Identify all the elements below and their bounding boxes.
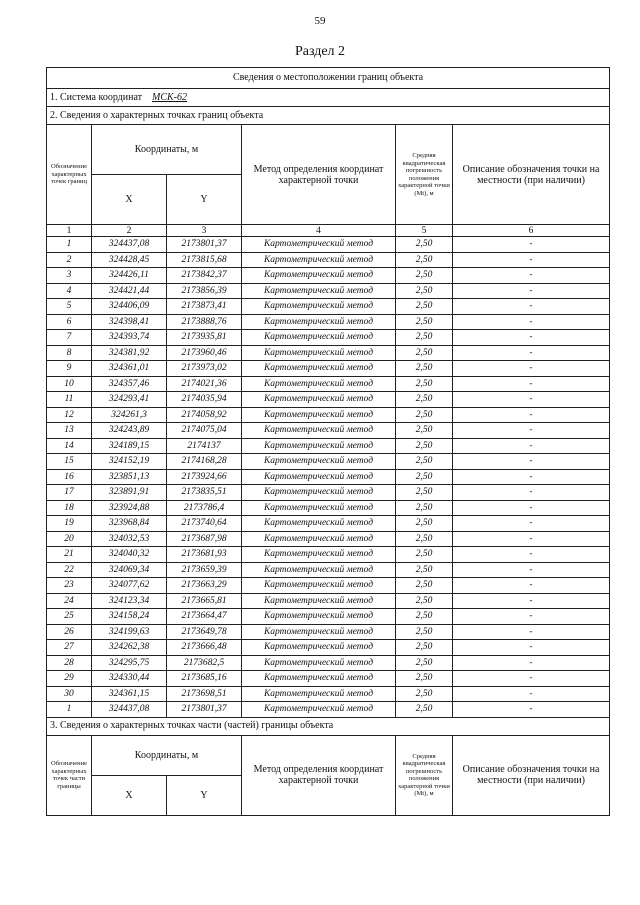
error-cell: 2,50: [396, 609, 453, 625]
method-cell: Картометрический метод: [242, 252, 396, 268]
method-cell: Картометрический метод: [242, 624, 396, 640]
y-coordinate-cell: 2173973,02: [167, 361, 242, 377]
x-coordinate-cell: 324426,11: [92, 268, 167, 284]
description-cell: -: [453, 376, 610, 392]
description-cell: -: [453, 516, 610, 532]
column-number: 5: [396, 225, 453, 237]
x-coordinate-cell: 323968,84: [92, 516, 167, 532]
table-row: [47, 438, 610, 454]
table-row: [47, 702, 610, 718]
point-number-cell: 3: [47, 268, 92, 284]
error-cell: 2,50: [396, 392, 453, 408]
point-number-cell: 30: [47, 686, 92, 702]
table-row: [47, 640, 610, 656]
table-row: [47, 345, 610, 361]
method-cell: Картометрический метод: [242, 423, 396, 439]
header-coordinates: Координаты, м: [92, 125, 242, 175]
description-cell: -: [453, 299, 610, 315]
x-coordinate-cell: 323891,91: [92, 485, 167, 501]
table-row: [47, 314, 610, 330]
description-cell: -: [453, 609, 610, 625]
point-number-cell: 25: [47, 609, 92, 625]
y-coordinate-cell: 2173659,39: [167, 562, 242, 578]
y-coordinate-cell: 2174168,28: [167, 454, 242, 470]
column-numbers-row: [47, 225, 610, 237]
x-coordinate-cell: 324077,62: [92, 578, 167, 594]
table-row: [47, 547, 610, 563]
description-cell: -: [453, 624, 610, 640]
x-coordinate-cell: 324406,09: [92, 299, 167, 315]
x-coordinate-cell: 324040,32: [92, 547, 167, 563]
y-coordinate-cell: 2173786,4: [167, 500, 242, 516]
header-description: Описание обозначения точки на местности (при наличии): [453, 125, 610, 225]
point-number-cell: 19: [47, 516, 92, 532]
y-coordinate-cell: 2173698,51: [167, 686, 242, 702]
error-cell: 2,50: [396, 407, 453, 423]
column-number: 6: [453, 225, 610, 237]
x-coordinate-cell: 324032,53: [92, 531, 167, 547]
point-number-cell: 23: [47, 578, 92, 594]
y-coordinate-cell: 2174058,92: [167, 407, 242, 423]
table-row: [47, 686, 610, 702]
error-cell: 2,50: [396, 268, 453, 284]
x-coordinate-cell: 324152,19: [92, 454, 167, 470]
column-number: 4: [242, 225, 396, 237]
y-coordinate-cell: 2174075,04: [167, 423, 242, 439]
table-row: [47, 531, 610, 547]
point-number-cell: 7: [47, 330, 92, 346]
parts-section-title: 3. Сведения о характерных точках части (частей) границы объекта: [47, 717, 610, 735]
page-number: 59: [314, 15, 326, 27]
column-number: 1: [47, 225, 92, 237]
x-coordinate-cell: 324361,01: [92, 361, 167, 377]
description-cell: -: [453, 407, 610, 423]
x-coordinate-cell: 324357,46: [92, 376, 167, 392]
point-number-cell: 5: [47, 299, 92, 315]
description-cell: -: [453, 314, 610, 330]
method-cell: Картометрический метод: [242, 299, 396, 315]
description-cell: -: [453, 438, 610, 454]
coordinate-system-row: [47, 89, 610, 107]
point-number-cell: 15: [47, 454, 92, 470]
parts-header-coordinates: Координаты, м: [92, 735, 242, 775]
point-number-cell: 6: [47, 314, 92, 330]
error-cell: 2,50: [396, 516, 453, 532]
column-number: 3: [167, 225, 242, 237]
description-cell: -: [453, 655, 610, 671]
error-cell: 2,50: [396, 702, 453, 718]
error-cell: 2,50: [396, 283, 453, 299]
point-number-cell: 18: [47, 500, 92, 516]
boundary-table: [46, 67, 610, 816]
point-number-cell: 16: [47, 469, 92, 485]
method-cell: Картометрический метод: [242, 469, 396, 485]
table-row: [47, 361, 610, 377]
parts-header-designation: Обозначение характерных точек части границы: [47, 735, 92, 815]
error-cell: 2,50: [396, 531, 453, 547]
description-cell: -: [453, 237, 610, 253]
method-cell: Картометрический метод: [242, 283, 396, 299]
table-row: [47, 330, 610, 346]
description-cell: -: [453, 578, 610, 594]
table-row: [47, 671, 610, 687]
table-row: [47, 469, 610, 485]
error-cell: 2,50: [396, 686, 453, 702]
y-coordinate-cell: 2173663,29: [167, 578, 242, 594]
method-cell: Картометрический метод: [242, 345, 396, 361]
x-coordinate-cell: 324261,3: [92, 407, 167, 423]
description-cell: -: [453, 345, 610, 361]
y-coordinate-cell: 2174021,36: [167, 376, 242, 392]
parts-header-description: Описание обозначения точки на местности (при наличии): [453, 735, 610, 815]
error-cell: 2,50: [396, 330, 453, 346]
x-coordinate-cell: 324158,24: [92, 609, 167, 625]
method-cell: Картометрический метод: [242, 485, 396, 501]
table-row: [47, 516, 610, 532]
y-coordinate-cell: 2173685,16: [167, 671, 242, 687]
x-coordinate-cell: 324437,08: [92, 237, 167, 253]
description-cell: -: [453, 531, 610, 547]
point-number-cell: 22: [47, 562, 92, 578]
parts-header-y: Y: [167, 775, 242, 815]
method-cell: Картометрический метод: [242, 671, 396, 687]
description-cell: -: [453, 593, 610, 609]
table-row: [47, 624, 610, 640]
method-cell: Картометрический метод: [242, 578, 396, 594]
table-row: [47, 407, 610, 423]
method-cell: Картометрический метод: [242, 500, 396, 516]
error-cell: 2,50: [396, 376, 453, 392]
y-coordinate-cell: 2173856,39: [167, 283, 242, 299]
point-number-cell: 11: [47, 392, 92, 408]
points-section-title: 2. Сведения о характерных точках границ объекта: [47, 107, 610, 125]
error-cell: 2,50: [396, 438, 453, 454]
y-coordinate-cell: 2173835,51: [167, 485, 242, 501]
header-x: X: [92, 175, 167, 225]
y-coordinate-cell: 2173649,78: [167, 624, 242, 640]
point-number-cell: 17: [47, 485, 92, 501]
point-number-cell: 14: [47, 438, 92, 454]
point-number-cell: 20: [47, 531, 92, 547]
description-cell: -: [453, 640, 610, 656]
y-coordinate-cell: 2174035,94: [167, 392, 242, 408]
error-cell: 2,50: [396, 593, 453, 609]
table-row: [47, 392, 610, 408]
table-title: Сведения о местоположении границ объекта: [47, 68, 610, 89]
description-cell: -: [453, 423, 610, 439]
y-coordinate-cell: 2173801,37: [167, 702, 242, 718]
header-error: Средняя квадратическая погрешность положения характерной точки (Mt), м: [396, 125, 453, 225]
coordinate-rows: [47, 237, 610, 718]
method-cell: Картометрический метод: [242, 330, 396, 346]
error-cell: 2,50: [396, 314, 453, 330]
point-number-cell: 1: [47, 237, 92, 253]
method-cell: Картометрический метод: [242, 392, 396, 408]
point-number-cell: 10: [47, 376, 92, 392]
point-number-cell: 26: [47, 624, 92, 640]
table-row: [47, 500, 610, 516]
x-coordinate-cell: 324381,92: [92, 345, 167, 361]
point-number-cell: 27: [47, 640, 92, 656]
description-cell: -: [453, 671, 610, 687]
point-number-cell: 29: [47, 671, 92, 687]
boundary-table-sheet: [46, 67, 609, 816]
point-number-cell: 9: [47, 361, 92, 377]
description-cell: -: [453, 500, 610, 516]
point-number-cell: 1: [47, 702, 92, 718]
description-cell: -: [453, 392, 610, 408]
method-cell: Картометрический метод: [242, 593, 396, 609]
table-row: [47, 578, 610, 594]
method-cell: Картометрический метод: [242, 376, 396, 392]
description-cell: -: [453, 454, 610, 470]
error-cell: 2,50: [396, 640, 453, 656]
x-coordinate-cell: 324293,41: [92, 392, 167, 408]
x-coordinate-cell: 324437,08: [92, 702, 167, 718]
description-cell: -: [453, 330, 610, 346]
description-cell: -: [453, 252, 610, 268]
description-cell: -: [453, 361, 610, 377]
description-cell: -: [453, 562, 610, 578]
error-cell: 2,50: [396, 345, 453, 361]
method-cell: Картометрический метод: [242, 237, 396, 253]
point-number-cell: 8: [47, 345, 92, 361]
error-cell: 2,50: [396, 423, 453, 439]
point-number-cell: 13: [47, 423, 92, 439]
table-row: [47, 454, 610, 470]
y-coordinate-cell: 2173801,37: [167, 237, 242, 253]
x-coordinate-cell: 324262,38: [92, 640, 167, 656]
table-row: [47, 423, 610, 439]
error-cell: 2,50: [396, 578, 453, 594]
error-cell: 2,50: [396, 562, 453, 578]
method-cell: Картометрический метод: [242, 314, 396, 330]
description-cell: -: [453, 469, 610, 485]
y-coordinate-cell: 2173666,48: [167, 640, 242, 656]
x-coordinate-cell: 324069,34: [92, 562, 167, 578]
point-number-cell: 12: [47, 407, 92, 423]
parts-header-x: X: [92, 775, 167, 815]
point-number-cell: 4: [47, 283, 92, 299]
table-row: [47, 252, 610, 268]
method-cell: Картометрический метод: [242, 640, 396, 656]
y-coordinate-cell: 2173935,81: [167, 330, 242, 346]
x-coordinate-cell: 324189,15: [92, 438, 167, 454]
table-row: [47, 485, 610, 501]
table-row: [47, 609, 610, 625]
table-row: [47, 299, 610, 315]
description-cell: -: [453, 702, 610, 718]
error-cell: 2,50: [396, 469, 453, 485]
description-cell: -: [453, 547, 610, 563]
table-row: [47, 655, 610, 671]
coordinate-system-value: МСК-62: [152, 91, 188, 103]
x-coordinate-cell: 324428,45: [92, 252, 167, 268]
x-coordinate-cell: 324123,34: [92, 593, 167, 609]
y-coordinate-cell: 2173960,46: [167, 345, 242, 361]
parts-header-error: Средняя квадратическая погрешность положения характерной точки (Mt), м: [396, 735, 453, 815]
method-cell: Картометрический метод: [242, 454, 396, 470]
x-coordinate-cell: 323851,13: [92, 469, 167, 485]
y-coordinate-cell: 2173815,68: [167, 252, 242, 268]
description-cell: -: [453, 686, 610, 702]
method-cell: Картометрический метод: [242, 361, 396, 377]
parts-header-method: Метод определения координат характерной точки: [242, 735, 396, 815]
y-coordinate-cell: 2173687,98: [167, 531, 242, 547]
x-coordinate-cell: 324243,89: [92, 423, 167, 439]
coordinate-system-label: 1. Система координат: [50, 91, 143, 103]
error-cell: 2,50: [396, 454, 453, 470]
header-designation: Обозначение характерных точек границ: [47, 125, 92, 225]
method-cell: Картометрический метод: [242, 438, 396, 454]
method-cell: Картометрический метод: [242, 516, 396, 532]
y-coordinate-cell: 2173665,81: [167, 593, 242, 609]
method-cell: Картометрический метод: [242, 407, 396, 423]
method-cell: Картометрический метод: [242, 686, 396, 702]
table-row: [47, 376, 610, 392]
error-cell: 2,50: [396, 624, 453, 640]
column-number: 2: [92, 225, 167, 237]
y-coordinate-cell: 2173682,5: [167, 655, 242, 671]
error-cell: 2,50: [396, 237, 453, 253]
description-cell: -: [453, 268, 610, 284]
x-coordinate-cell: 324330,44: [92, 671, 167, 687]
y-coordinate-cell: 2173740,64: [167, 516, 242, 532]
y-coordinate-cell: 2173888,76: [167, 314, 242, 330]
method-cell: Картометрический метод: [242, 268, 396, 284]
error-cell: 2,50: [396, 547, 453, 563]
section-title: Раздел 2: [294, 44, 346, 59]
method-cell: Картометрический метод: [242, 531, 396, 547]
description-cell: -: [453, 283, 610, 299]
table-row: [47, 283, 610, 299]
method-cell: Картометрический метод: [242, 609, 396, 625]
error-cell: 2,50: [396, 299, 453, 315]
x-coordinate-cell: 324295,75: [92, 655, 167, 671]
error-cell: 2,50: [396, 361, 453, 377]
table-row: [47, 593, 610, 609]
error-cell: 2,50: [396, 485, 453, 501]
method-cell: Картометрический метод: [242, 562, 396, 578]
method-cell: Картометрический метод: [242, 547, 396, 563]
method-cell: Картометрический метод: [242, 702, 396, 718]
x-coordinate-cell: 324393,74: [92, 330, 167, 346]
x-coordinate-cell: 324361,15: [92, 686, 167, 702]
description-cell: -: [453, 485, 610, 501]
x-coordinate-cell: 324421,44: [92, 283, 167, 299]
y-coordinate-cell: 2173842,37: [167, 268, 242, 284]
x-coordinate-cell: 324398,41: [92, 314, 167, 330]
y-coordinate-cell: 2173924,66: [167, 469, 242, 485]
x-coordinate-cell: 323924,88: [92, 500, 167, 516]
point-number-cell: 2: [47, 252, 92, 268]
point-number-cell: 21: [47, 547, 92, 563]
y-coordinate-cell: 2173681,93: [167, 547, 242, 563]
point-number-cell: 28: [47, 655, 92, 671]
y-coordinate-cell: 2173873,41: [167, 299, 242, 315]
error-cell: 2,50: [396, 655, 453, 671]
table-row: [47, 562, 610, 578]
y-coordinate-cell: 2174137: [167, 438, 242, 454]
error-cell: 2,50: [396, 252, 453, 268]
error-cell: 2,50: [396, 671, 453, 687]
header-y: Y: [167, 175, 242, 225]
point-number-cell: 24: [47, 593, 92, 609]
y-coordinate-cell: 2173664,47: [167, 609, 242, 625]
x-coordinate-cell: 324199,63: [92, 624, 167, 640]
method-cell: Картометрический метод: [242, 655, 396, 671]
header-method: Метод определения координат характерной точки: [242, 125, 396, 225]
error-cell: 2,50: [396, 500, 453, 516]
table-row: [47, 237, 610, 253]
table-row: [47, 268, 610, 284]
